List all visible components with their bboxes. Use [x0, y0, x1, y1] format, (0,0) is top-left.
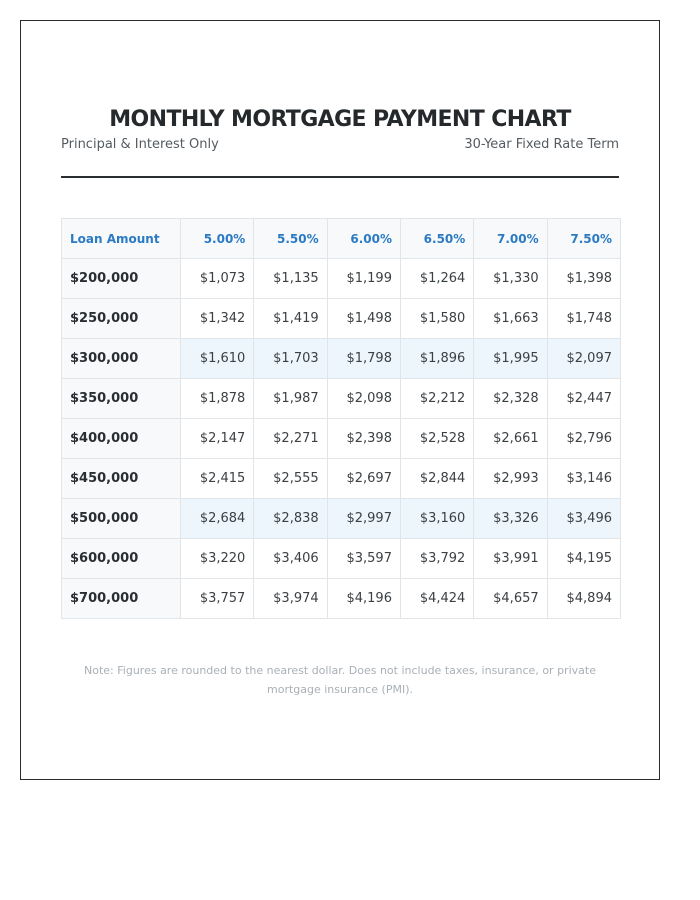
loan-amount-cell: $350,000: [62, 379, 181, 419]
payment-cell: $1,798: [327, 339, 400, 379]
subtitle-row: [61, 137, 619, 152]
table-row: [62, 539, 621, 579]
payment-cell: $2,528: [400, 419, 473, 459]
payment-cell: $4,195: [547, 539, 620, 579]
payment-cell: $2,098: [327, 379, 400, 419]
table-row: [62, 579, 621, 619]
table-row: [62, 459, 621, 499]
payment-cell: $3,597: [327, 539, 400, 579]
payment-cell: $2,993: [474, 459, 547, 499]
payment-cell: $2,398: [327, 419, 400, 459]
payment-cell: $2,844: [400, 459, 473, 499]
payment-cell: $2,796: [547, 419, 620, 459]
payment-cell: $1,748: [547, 299, 620, 339]
column-header-loan-amount: Loan Amount: [62, 219, 181, 259]
document-page: [20, 20, 660, 780]
loan-amount-cell: $450,000: [62, 459, 181, 499]
payment-cell: $4,424: [400, 579, 473, 619]
payment-cell: $2,212: [400, 379, 473, 419]
payment-cell: $3,991: [474, 539, 547, 579]
payment-cell: $3,757: [181, 579, 254, 619]
column-header-rate: 6.50%: [400, 219, 473, 259]
table-row: [62, 299, 621, 339]
column-header-rate: 7.00%: [474, 219, 547, 259]
payment-cell: $1,073: [181, 259, 254, 299]
payment-cell: $3,792: [400, 539, 473, 579]
payment-cell: $2,147: [181, 419, 254, 459]
payment-cell: $1,995: [474, 339, 547, 379]
payment-cell: $3,220: [181, 539, 254, 579]
payment-cell: $1,135: [254, 259, 327, 299]
payment-cell: $2,415: [181, 459, 254, 499]
payment-cell: $3,326: [474, 499, 547, 539]
payment-cell: $1,703: [254, 339, 327, 379]
table-row: [62, 259, 621, 299]
payment-cell: $3,496: [547, 499, 620, 539]
payment-cell: $1,896: [400, 339, 473, 379]
column-header-rate: 7.50%: [547, 219, 620, 259]
payment-cell: $2,838: [254, 499, 327, 539]
payment-cell: $1,398: [547, 259, 620, 299]
table-row: [62, 499, 621, 539]
loan-amount-cell: $700,000: [62, 579, 181, 619]
payment-cell: $3,406: [254, 539, 327, 579]
payment-cell: $1,610: [181, 339, 254, 379]
subtitle-left: Principal & Interest Only: [61, 137, 219, 152]
payment-cell: $4,657: [474, 579, 547, 619]
column-header-rate: 5.50%: [254, 219, 327, 259]
loan-amount-cell: $400,000: [62, 419, 181, 459]
subtitle-right: 30-Year Fixed Rate Term: [464, 137, 619, 152]
payment-cell: $2,097: [547, 339, 620, 379]
table-row: [62, 379, 621, 419]
table-row: [62, 339, 621, 379]
payment-cell: $2,328: [474, 379, 547, 419]
footnote: Note: Figures are rounded to the nearest dollar. Does not include taxes, insurance, or private mortgage insurance (PMI).: [84, 664, 596, 696]
payment-cell: $2,555: [254, 459, 327, 499]
payment-cell: $4,196: [327, 579, 400, 619]
header-row: [62, 219, 621, 259]
payment-cell: $3,974: [254, 579, 327, 619]
payment-cell: $1,264: [400, 259, 473, 299]
payment-cell: $1,419: [254, 299, 327, 339]
loan-amount-cell: $600,000: [62, 539, 181, 579]
payment-cell: $1,987: [254, 379, 327, 419]
payment-cell: $1,342: [181, 299, 254, 339]
payment-cell: $1,663: [474, 299, 547, 339]
divider: [61, 176, 619, 178]
payment-cell: $2,684: [181, 499, 254, 539]
payment-cell: $2,661: [474, 419, 547, 459]
payment-cell: $1,199: [327, 259, 400, 299]
payment-cell: $3,146: [547, 459, 620, 499]
table-row: [62, 419, 621, 459]
column-header-rate: 5.00%: [181, 219, 254, 259]
payment-cell: $1,498: [327, 299, 400, 339]
payment-cell: $2,997: [327, 499, 400, 539]
loan-amount-cell: $500,000: [62, 499, 181, 539]
loan-amount-cell: $300,000: [62, 339, 181, 379]
payment-cell: $1,330: [474, 259, 547, 299]
loan-amount-cell: $250,000: [62, 299, 181, 339]
payment-cell: $3,160: [400, 499, 473, 539]
loan-amount-cell: $200,000: [62, 259, 181, 299]
payment-cell: $4,894: [547, 579, 620, 619]
page-title: MONTHLY MORTGAGE PAYMENT CHART: [109, 107, 571, 132]
payment-cell: $2,271: [254, 419, 327, 459]
payment-cell: $2,447: [547, 379, 620, 419]
payment-table: [61, 218, 621, 619]
payment-cell: $1,580: [400, 299, 473, 339]
payment-cell: $1,878: [181, 379, 254, 419]
column-header-rate: 6.00%: [327, 219, 400, 259]
payment-cell: $2,697: [327, 459, 400, 499]
